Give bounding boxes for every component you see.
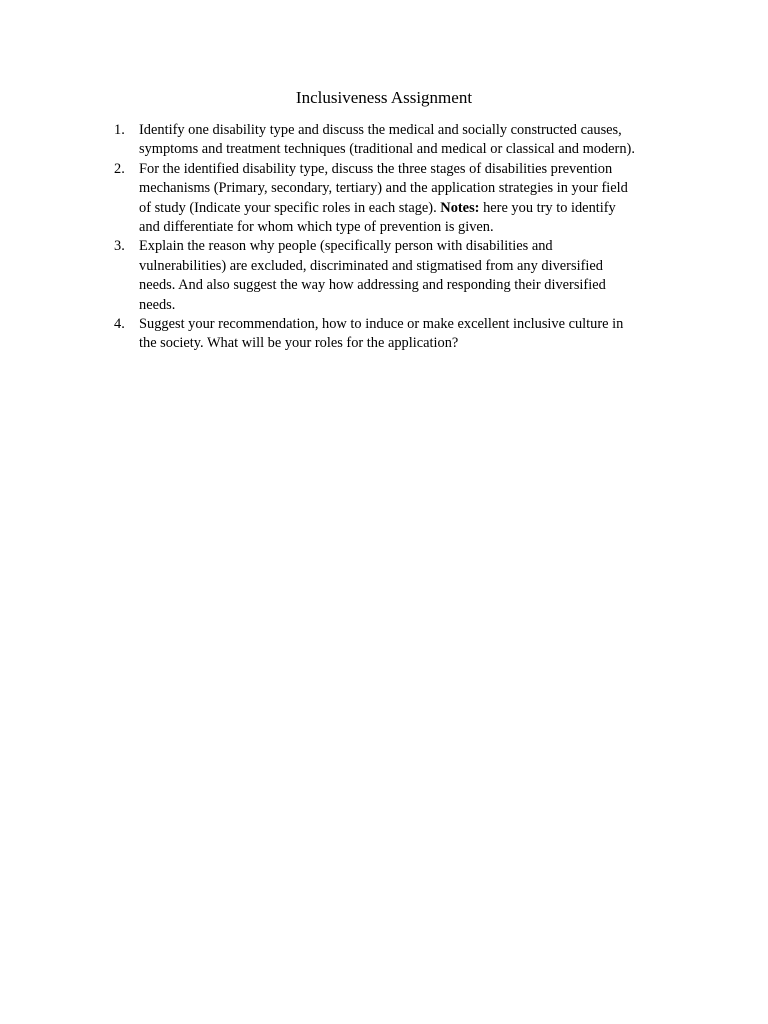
notes-label: Notes: xyxy=(440,199,480,216)
text-line: mechanisms (Primary, secondary, tertiary) and the application strategies in your field xyxy=(139,180,628,197)
document-title: Inclusiveness Assignment xyxy=(295,88,473,107)
list-item xyxy=(114,237,679,315)
text-line: needs. And also suggest the way how addressing and responding their diversified xyxy=(139,277,606,294)
list-item-number: 1. xyxy=(114,122,125,138)
list-item-text xyxy=(139,315,679,354)
text-line: the society. What will be your roles for the application? xyxy=(139,335,459,352)
text-line: Explain the reason why people (specifically person with disabilities and xyxy=(139,238,553,255)
list-item xyxy=(114,160,679,238)
text-run: of study (Indicate your specific roles in each stage). xyxy=(139,199,441,216)
text-line xyxy=(139,199,679,218)
text-line: Identify one disability type and discuss the medical and socially constructed causes, xyxy=(139,122,622,138)
list-item xyxy=(114,315,679,354)
list-item-text xyxy=(139,160,679,238)
list-item xyxy=(114,121,679,160)
text-line: Suggest your recommendation, how to induce or make excellent inclusive culture in xyxy=(139,316,624,333)
list-item-number: 4. xyxy=(114,316,125,333)
text-line: needs. xyxy=(139,296,176,313)
text-line: symptoms and treatment techniques (traditional and medical or classical and modern). xyxy=(139,141,635,158)
list-item-number: 2. xyxy=(114,160,125,177)
text-line: vulnerabilities) are excluded, discriminated and stigmatised from any diversified xyxy=(139,257,603,274)
text-line: For the identified disability type, discuss the three stages of disabilities prevention xyxy=(139,160,613,177)
text-run: here you try to identify xyxy=(479,199,616,216)
assignment-question-list xyxy=(114,121,679,354)
text-line: and differentiate for whom which type of prevention is given. xyxy=(139,219,494,236)
list-item-text xyxy=(139,237,679,315)
list-item-text xyxy=(139,121,679,160)
list-item-number: 3. xyxy=(114,238,125,255)
